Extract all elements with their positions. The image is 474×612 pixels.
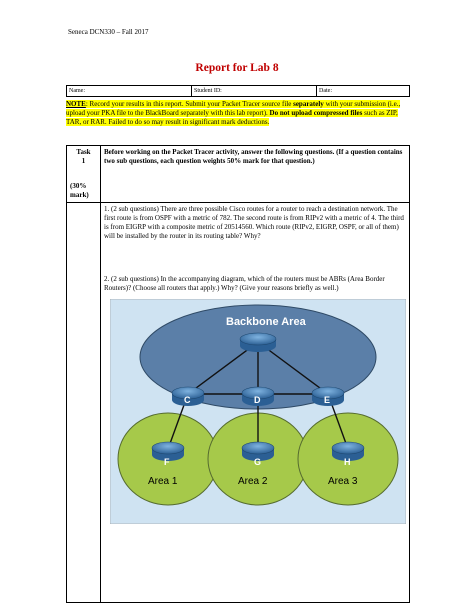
task-header-cell — [67, 146, 101, 203]
area-3-label: Area 3 — [328, 476, 358, 487]
note-text-1: : Record your results in this report. Submit your Packet Tracer source file — [85, 100, 294, 108]
task-number: 1 — [81, 157, 86, 165]
task-label: Task — [76, 148, 91, 156]
core-router-icon — [240, 333, 276, 352]
question-2: 2. (2 sub questions) In the accompanying diagram, which of the routers must be ABRs (Area Border Routers)? (Choose all routers that apply.) Why? (Give your reasons briefly as well.) — [104, 275, 385, 292]
note-bold-1: separately — [293, 100, 324, 108]
area-1-label: Area 1 — [148, 476, 178, 487]
router-c-icon — [172, 387, 204, 406]
router-e-label: E — [324, 395, 331, 405]
router-h-label: H — [344, 457, 351, 467]
diagram-svg — [110, 299, 406, 524]
router-c-label: C — [184, 395, 191, 405]
backbone-label: Backbone Area — [226, 316, 306, 328]
task-table — [66, 145, 410, 603]
blank-cell — [67, 203, 101, 603]
task-instructions: Before working on the Packet Tracer activity, answer the following questions. (If a question contains two sub questions, each question weights 50% mark for that question.) — [101, 146, 410, 203]
name-field-label: Name: — [67, 86, 192, 97]
router-e-icon — [312, 387, 344, 406]
student-id-field-label: Student ID: — [192, 86, 317, 97]
note-text-2: with your submission (i.e., upload your PKA file to the BlackBoard separately with this lab report). — [66, 100, 401, 117]
area-2-label: Area 2 — [238, 476, 268, 487]
note-label: NOTE — [66, 100, 86, 108]
ospf-area-diagram — [110, 299, 406, 524]
document-header: Seneca DCN330 – Fall 2017 — [68, 28, 149, 36]
questions-cell — [101, 203, 410, 603]
submission-note — [66, 100, 408, 127]
task-weight: (30% mark) — [70, 182, 89, 199]
report-title: Report for Lab 8 — [195, 62, 279, 74]
note-bold-2: Do not upload compressed files — [269, 109, 363, 117]
date-field-label: Date: — [317, 86, 410, 97]
note-text-3: such as ZIP, TAR, or RAR. Failed to do so may result in significant mark deductions. — [66, 109, 398, 126]
router-d-label: D — [254, 395, 261, 405]
question-1: 1. (2 sub questions) There are three possible Cisco routes for a router to reach a destination network. The first route is from OSPF with a metric of 782. The second route is from RIPv2 with a metric of 4. The third is from EIGRP with a composite metric of 20514560. Which route (RIPv2, EIGRP, OSPF, or all of them) will be installed by the router in its routing table? Why? — [104, 205, 404, 240]
router-g-label: G — [254, 457, 262, 467]
student-info-table — [66, 85, 410, 97]
router-f-label: F — [164, 457, 170, 467]
router-d-icon — [242, 387, 274, 406]
